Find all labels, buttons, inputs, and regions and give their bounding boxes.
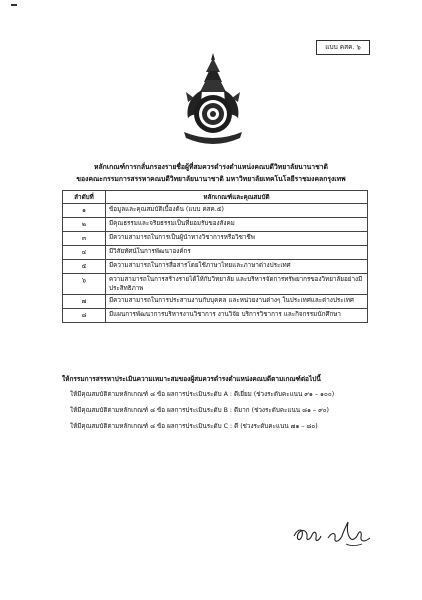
row-number: ๕ [63, 260, 106, 274]
row-criterion: มีวิสัยทัศน์ในการพัฒนาองค์กร [106, 246, 368, 260]
row-number: ๖ [63, 274, 106, 295]
row-criterion: มีความสามารถในการเป็นผู้นำทางวิชาการหรือวิชาชีพ [106, 232, 368, 246]
university-emblem-logo [176, 52, 250, 148]
table-row [63, 260, 368, 274]
document-title-line-1: หลักเกณฑ์การกลั่นกรองรายชื่อผู้ที่สมควรดำรงตำแหน่งคณบดีวิทยาลัยนานาชาติ [94, 163, 328, 171]
assessment-heading: ให้กรรมการสรรหาประเมินความเหมาะสมของผู้สมควรดำรงตำแหน่งคณบดีตามเกณฑ์ต่อไปนี้ [62, 375, 321, 383]
table-row [63, 295, 368, 309]
row-criterion: ข้อมูลและคุณสมบัติเบื้องต้น (แบบ คสค.๕) [106, 204, 368, 218]
assessment-level-c: ให้มีคุณสมบัติตามหลักเกณฑ์ ๘ ข้อ ผลการประเมินระดับ C : ดี (ช่วงระดับคะแนน ๗๑ – ๘๐) [70, 423, 318, 430]
row-criterion: มีความสามารถในการสื่อสารโดยใช้ภาษาไทยและภาษาต่างประเทศ [106, 260, 368, 274]
assessment-level-a: ให้มีคุณสมบัติตามหลักเกณฑ์ ๘ ข้อ ผลการประเมินระดับ A : ดีเยี่ยม (ช่วงระดับคะแนน ๙๑ – ๑๐๐) [70, 391, 335, 398]
table-row [63, 204, 368, 218]
row-number: ๔ [63, 246, 106, 260]
table-row [63, 218, 368, 232]
row-number: ๓ [63, 232, 106, 246]
table-row [63, 309, 368, 323]
row-number: ๒ [63, 218, 106, 232]
table-row [63, 274, 368, 295]
row-criterion: ความสามารถในการสร้างรายได้ให้กับวิทยาลัย และบริหารจัดการทรัพยากรของวิทยาลัยอย่างมีประสิทธิภาพ [106, 274, 368, 295]
scan-mark [11, 4, 17, 6]
column-header-criteria: หลักเกณฑ์และคุณสมบัติ [106, 191, 368, 204]
form-code-box: แบบ คสค. ๖ [316, 40, 370, 55]
table-row [63, 232, 368, 246]
table-header-row [63, 191, 368, 204]
row-criterion: มีคุณธรรมและจริยธรรมเป็นที่ยอมรับของสังคม [106, 218, 368, 232]
document-title-line-2: ของคณะกรรมการสรรหาคณบดีวิทยาลัยนานาชาติ มหาวิทยาลัยเทคโนโลยีราชมงคลกรุงเทพ [76, 175, 346, 183]
column-header-no: ลำดับที่ [63, 191, 106, 204]
handwritten-signature [290, 518, 376, 550]
row-number: ๗ [63, 295, 106, 309]
row-number: ๘ [63, 309, 106, 323]
row-criterion: มีแผนการพัฒนาการบริหารงานวิชาการ งานวิจัย บริการวิชาการ และกิจกรรมนักศึกษา [106, 309, 368, 323]
table-row [63, 246, 368, 260]
criteria-table [62, 190, 368, 323]
row-number: ๑ [63, 204, 106, 218]
row-criterion: มีความสามารถในการประสานงานกับบุคคล และหน่วยงานต่างๆ ในประเทศและต่างประเทศ [106, 295, 368, 309]
assessment-level-b: ให้มีคุณสมบัติตามหลักเกณฑ์ ๘ ข้อ ผลการประเมินระดับ B : ดีมาก (ช่วงระดับคะแนน ๘๑ – ๙๐) [70, 407, 329, 414]
